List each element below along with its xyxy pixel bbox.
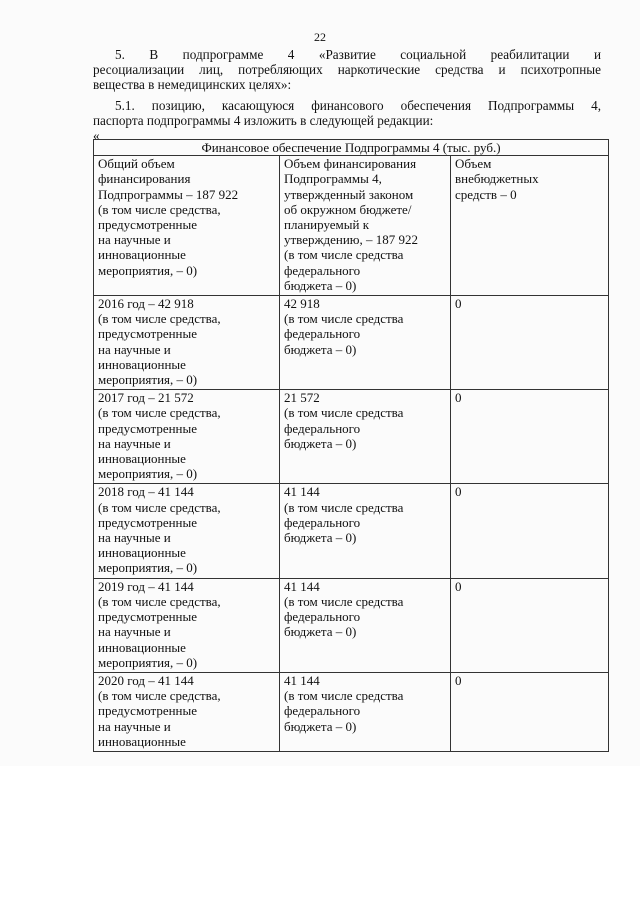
cell-line: предусмотренные [98, 703, 198, 719]
cell-line: (в том числе средства, [98, 688, 221, 704]
paragraph-5 [93, 47, 601, 92]
table-caption: Финансовое обеспечение Подпрограммы 4 (тыс. руб.) [94, 140, 609, 156]
cell-line: (в том числе средства [284, 405, 404, 421]
cell-line: 42 918 [284, 296, 320, 312]
cell-line: (в том числе средства, [98, 499, 221, 515]
cell-budget [280, 484, 451, 578]
cell-line: мероприятия, – 0) [98, 262, 198, 278]
paragraph-line: 5. В подпрограмме 4 «Развитие социальной реабилитации и [115, 47, 601, 62]
cell-total [94, 156, 280, 296]
table-caption-row [94, 140, 609, 156]
cell-line: на научные и [98, 232, 171, 248]
cell-line: инновационные [98, 247, 186, 263]
cell-line: федерального [284, 609, 361, 625]
cell-budget [280, 390, 451, 484]
paragraph-line: « [93, 128, 100, 143]
cell-line: (в том числе средства, [98, 311, 221, 327]
cell-extrabudget [451, 484, 609, 578]
cell-line: об окружном бюджете/ [284, 201, 412, 217]
cell-line: на научные и [98, 624, 171, 640]
cell-line: (в том числе средства, [98, 405, 221, 421]
table-row [94, 296, 609, 390]
cell-line: инновационные [98, 451, 186, 467]
cell-line: Подпрограммы 4, [284, 171, 382, 187]
cell-line: 2018 год – 41 144 [98, 484, 194, 500]
cell-line: на научные и [98, 718, 171, 734]
financing-table [93, 139, 609, 752]
cell-line: утверждению, – 187 922 [284, 232, 419, 248]
cell-line: предусмотренные [98, 420, 198, 436]
cell-line: инновационные [98, 639, 186, 655]
cell-line: (в том числе средства, [98, 201, 221, 217]
table-header-row [94, 156, 609, 296]
table-row [94, 672, 609, 751]
cell-total [94, 296, 280, 390]
cell-budget [280, 156, 451, 296]
cell-line: на научные и [98, 530, 171, 546]
table-row [94, 484, 609, 578]
paragraph-5-1 [93, 98, 601, 143]
cell-line: на научные и [98, 435, 171, 451]
cell-line: бюджета – 0) [284, 277, 357, 293]
cell-line: мероприятия, – 0) [98, 466, 198, 482]
cell-line: 0 [455, 484, 462, 500]
cell-line: средств – 0 [455, 186, 517, 202]
paragraph-line: 5.1. позицию, касающуюся финансового обеспечения Подпрограммы 4, [115, 98, 601, 113]
table-row [94, 390, 609, 484]
paragraph-line: паспорта подпрограммы 4 изложить в следующей редакции: [93, 113, 434, 128]
cell-line: 0 [455, 578, 462, 594]
cell-line: федерального [284, 262, 361, 278]
cell-line: федерального [284, 420, 361, 436]
cell-budget [280, 296, 451, 390]
cell-line: предусмотренные [98, 609, 198, 625]
cell-total [94, 672, 280, 751]
cell-line: бюджета – 0) [284, 718, 357, 734]
cell-line: бюджета – 0) [284, 435, 357, 451]
cell-line: 2020 год – 41 144 [98, 672, 194, 688]
cell-line: инновационные [98, 733, 186, 749]
cell-line: 0 [455, 296, 462, 312]
cell-line: федерального [284, 703, 361, 719]
cell-line: мероприятия, – 0) [98, 654, 198, 670]
cell-line: бюджета – 0) [284, 530, 357, 546]
cell-line: мероприятия, – 0) [98, 560, 198, 576]
cell-line: (в том числе средства [284, 593, 404, 609]
cell-line: 0 [455, 672, 462, 688]
cell-total [94, 578, 280, 672]
cell-extrabudget [451, 156, 609, 296]
cell-line: бюджета – 0) [284, 341, 357, 357]
cell-line: 21 572 [284, 390, 320, 406]
cell-line: предусмотренные [98, 514, 198, 530]
cell-line: (в том числе средства [284, 311, 404, 327]
cell-line: Общий объем [98, 156, 175, 172]
cell-line: планируемый к [284, 217, 370, 233]
cell-total [94, 390, 280, 484]
table-row [94, 578, 609, 672]
cell-extrabudget [451, 390, 609, 484]
cell-line: 2017 год – 21 572 [98, 390, 194, 406]
cell-line: бюджета – 0) [284, 624, 357, 640]
cell-line: (в том числе средства, [98, 593, 221, 609]
page-number: 22 [314, 30, 326, 44]
cell-line: 41 144 [284, 578, 320, 594]
cell-line: (в том числе средства [284, 688, 404, 704]
cell-line: федерального [284, 514, 361, 530]
cell-line: предусмотренные [98, 217, 198, 233]
cell-line: мероприятия, – 0) [98, 372, 198, 388]
cell-line: финансирования [98, 171, 191, 187]
cell-budget [280, 672, 451, 751]
cell-extrabudget [451, 672, 609, 751]
cell-line: Объем [455, 156, 492, 172]
cell-line: 0 [455, 390, 462, 406]
cell-line: 41 144 [284, 484, 320, 500]
cell-line: инновационные [98, 356, 186, 372]
cell-budget [280, 578, 451, 672]
paragraph-line: вещества в немедицинских целях»: [93, 77, 292, 92]
cell-line: на научные и [98, 341, 171, 357]
cell-line: 2019 год – 41 144 [98, 578, 194, 594]
cell-extrabudget [451, 578, 609, 672]
cell-extrabudget [451, 296, 609, 390]
paragraph-line: ресоциализации лиц, потребляющих наркотические средства и психотропные [93, 62, 601, 77]
cell-line: инновационные [98, 545, 186, 561]
cell-total [94, 484, 280, 578]
cell-line: утвержденный законом [284, 186, 414, 202]
cell-line: (в том числе средства [284, 499, 404, 515]
cell-line: Подпрограммы – 187 922 [98, 186, 239, 202]
cell-line: Объем финансирования [284, 156, 417, 172]
cell-line: (в том числе средства [284, 247, 404, 263]
cell-line: 2016 год – 42 918 [98, 296, 194, 312]
cell-line: 41 144 [284, 672, 320, 688]
blank-area [0, 766, 640, 905]
cell-line: федерального [284, 326, 361, 342]
cell-line: внебюджетных [455, 171, 539, 187]
cell-line: предусмотренные [98, 326, 198, 342]
